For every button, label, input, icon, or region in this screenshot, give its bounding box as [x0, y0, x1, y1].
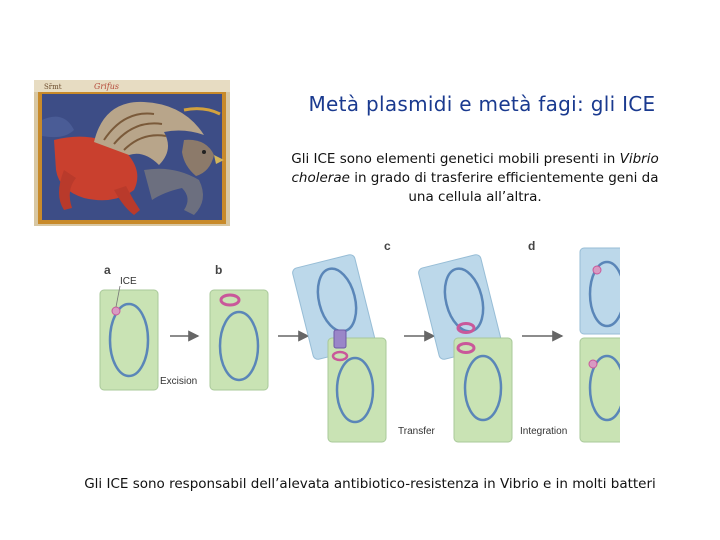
recipient-cell-final [580, 248, 620, 334]
caption-excision: Excision [160, 376, 198, 387]
ice-integrated-donor [589, 360, 597, 368]
intro-text [282, 150, 668, 207]
ice-label: ICE [120, 276, 137, 287]
ice-element-a [112, 307, 120, 315]
panel-label-a: a [104, 263, 111, 277]
griffin-caption: Grifus [94, 82, 119, 91]
species-name: Vibrio cholerae [291, 151, 659, 186]
ice-integrated-recipient [593, 266, 601, 274]
ice-transfer-diagram [92, 238, 620, 448]
griffin-illustration [34, 80, 230, 226]
transfer-pilus [334, 330, 346, 348]
donor-cell-b [210, 290, 268, 390]
panel-label-c: c [384, 239, 391, 253]
intro-text-part2: in grado di trasferire efficientemente geni da una cellula all’altra. [349, 170, 659, 205]
panel-label-b: b [215, 263, 223, 277]
svg-text:Sr̄mt: Sr̄mt [44, 83, 62, 91]
panel-label-d: d [528, 239, 536, 253]
footer-text: Gli ICE sono responsabil dell’alevata antibiotico-resistenza in Vibrio e in molti batteri [84, 476, 656, 492]
slide-title: Metà plasmidi e metà fagi: gli ICE [308, 92, 656, 116]
donor-cell-final [580, 338, 620, 442]
caption-transfer: Transfer [398, 426, 435, 437]
intro-text-part1: Gli ICE sono elementi genetici mobili presenti in [291, 151, 620, 167]
caption-integration: Integration [520, 426, 568, 437]
